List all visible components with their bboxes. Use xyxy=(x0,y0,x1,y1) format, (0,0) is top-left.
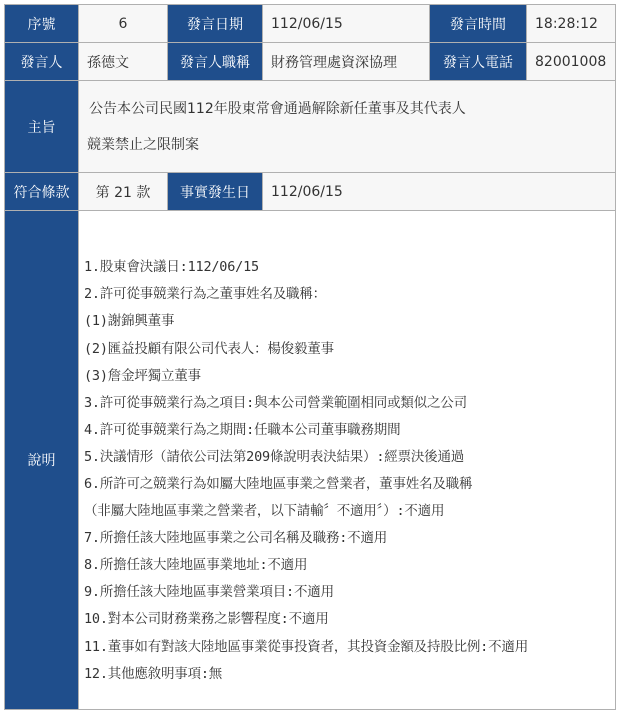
speaker-title-value: 財務管理處資深協理 xyxy=(263,43,430,81)
header-row xyxy=(5,5,616,43)
description-line: 3.許可從事競業行為之項目:與本公司營業範圍相同或類似之公司 xyxy=(84,394,467,411)
description-line: 10.對本公司財務業務之影響程度:不適用 xyxy=(84,611,329,628)
description-lines xyxy=(84,238,615,688)
description-line: (1)謝錦興董事 xyxy=(84,313,175,330)
description-line: 8.所擔任該大陸地區事業地址:不適用 xyxy=(84,557,308,574)
description-line: 6.所許可之競業行為如屬大陸地區事業之營業者，董事姓名及職稱 xyxy=(84,476,473,492)
description-line: 4.許可從事競業行為之期間:任職本公司董事職務期間 xyxy=(84,421,401,438)
seq-value: 6 xyxy=(79,5,168,43)
speaker-row xyxy=(5,43,616,81)
event-date-label: 事實發生日 xyxy=(168,173,263,211)
description-line: (3)詹金坪獨立董事 xyxy=(84,367,201,384)
description-line: 12.其他應敘明事項:無 xyxy=(84,665,223,682)
speaker-phone-value: 82001008 xyxy=(527,43,616,81)
description-line: （非屬大陸地區事業之營業者，以下請輸〞不適用〞）:不適用 xyxy=(84,503,445,520)
seq-label: 序號 xyxy=(5,5,79,43)
clause-label: 符合條款 xyxy=(5,173,79,211)
speaker-title-label: 發言人職稱 xyxy=(168,43,263,81)
subject-line: 競業禁止之限制案 xyxy=(87,136,199,153)
speaker-phone-label: 發言人電話 xyxy=(430,43,527,81)
event-date-value: 112/06/15 xyxy=(263,173,616,211)
speaker-value: 孫德文 xyxy=(79,43,168,81)
description-line: 11.董事如有對該大陸地區事業從事投資者，其投資金額及持股比例:不適用 xyxy=(84,638,529,655)
description-row xyxy=(5,211,616,710)
subject-row xyxy=(5,81,616,173)
clause-value: 第 21 款 xyxy=(79,173,168,211)
subject-label: 主旨 xyxy=(5,81,79,173)
description-line: 9.所擔任該大陸地區事業營業項目:不適用 xyxy=(84,584,334,601)
date-value: 112/06/15 xyxy=(263,5,430,43)
description-label: 說明 xyxy=(5,211,79,710)
description-line: (2)匯益投顧有限公司代表人：楊俊毅董事 xyxy=(84,340,334,357)
description-line: 2.許可從事競業行為之董事姓名及職稱： xyxy=(84,286,326,303)
description-line: 7.所擔任該大陸地區事業之公司名稱及職務:不適用 xyxy=(84,530,388,547)
speaker-label: 發言人 xyxy=(5,43,79,81)
clause-row xyxy=(5,173,616,211)
time-value: 18:28:12 xyxy=(527,5,616,43)
announcement-table xyxy=(4,4,616,710)
description-body xyxy=(79,211,616,710)
subject-line: 公告本公司民國112年股東常會通過解除新任董事及其代表人 xyxy=(89,100,466,117)
subject-value xyxy=(79,81,616,173)
date-label: 發言日期 xyxy=(168,5,263,43)
description-line: 1.股東會決議日:112/06/15 xyxy=(84,259,259,276)
description-line: 5.決議情形（請依公司法第209條說明表決結果）:經票決後通過 xyxy=(84,448,465,465)
time-label: 發言時間 xyxy=(430,5,527,43)
